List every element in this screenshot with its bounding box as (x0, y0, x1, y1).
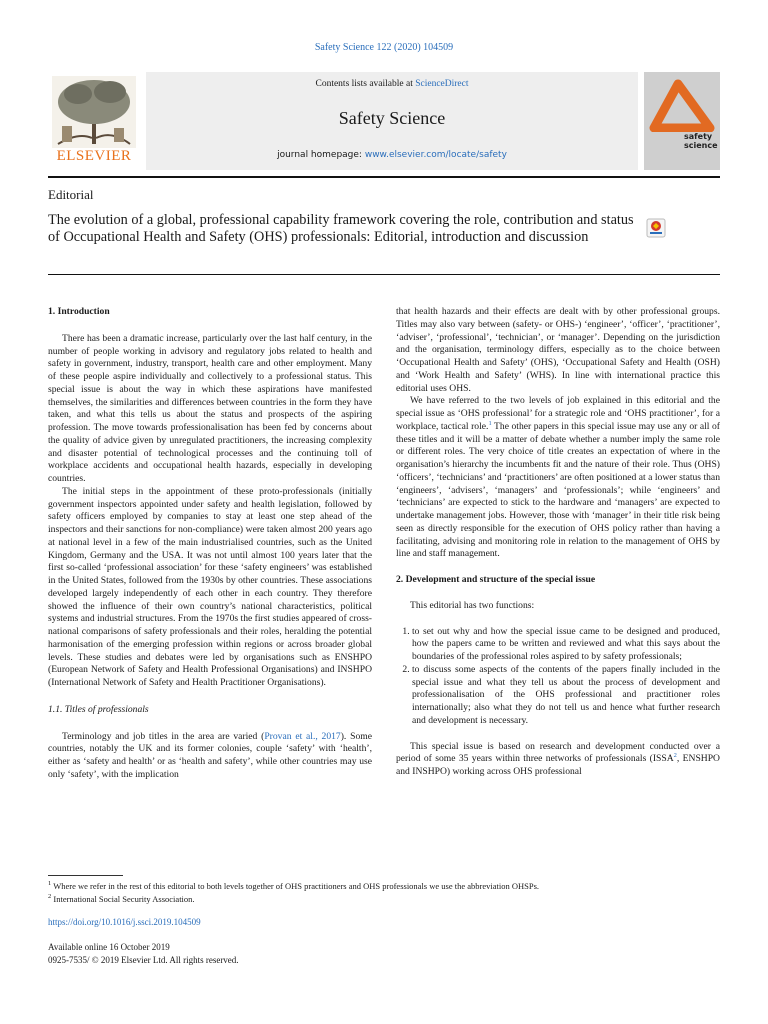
footnote-1-text: Where we refer in the rest of this editorial to both levels together of OHS practitioners and OHS professionals we use the abbreviation OHSPs. (51, 881, 540, 891)
article-title: The evolution of a global, professional capability framework covering the role, contribution and status of Occupational Health and Safety (OHS) professionals: Editorial, introduction and discussion (48, 212, 634, 245)
titles-p1-end: ). Some countries, notably the UK and its former colonies, couple ‘safety’ with ‘health’, either as ‘safety and health’ or as ‘health and safety’, while other countries may use only ‘safety’, with the implication (48, 730, 372, 780)
journal-homepage-line (146, 150, 638, 160)
footnote-2-number: 2 (48, 893, 52, 901)
intro-paragraph-1: There has been a dramatic increase, particularly over the last half century, in the number of people working in advisory and regulatory jobs related to health and safety in government, industry, transport, health care and other employment. Many of these people aspire individually and collectively to a professional status. This special issue is about the way in which these aspirations have manifested themselves, the similarities and differences between countries in the form they have taken, and what this tells us about the status and prospects of the aspiring profession. The move towards professionalisation has been fed by concerns about the quality of advice given by unregulated practitioners, the increasing complexity and disaster potential of technological processes and the continuing toll of workplace accidents and occupational health hazards, especially in developing countries. (48, 332, 372, 484)
left-column (48, 306, 372, 782)
journal-info-box (146, 72, 638, 170)
footnote-2 (48, 894, 720, 904)
elsevier-logo (48, 72, 140, 170)
doi-line (48, 917, 201, 927)
research-p-start: This special issue is based on research and development conducted over a period of some 35 years within three networks of professionals (ISSA (396, 740, 720, 765)
available-online: Available online 16 October 2019 (48, 942, 170, 952)
footnote-1-number: 1 (48, 880, 52, 888)
research-paragraph (396, 741, 720, 779)
crossmark-button[interactable] (646, 218, 666, 238)
header-rule (48, 176, 720, 178)
cover-text-1: safety (684, 132, 713, 141)
title-rule (48, 274, 720, 275)
journal-reference (0, 42, 768, 53)
elsevier-wordmark: ELSEVIER (56, 148, 132, 164)
titles-p3-start: We have referred to the two levels of job explained in this editorial and the special issue as ‘OHS professional’ for a strategic role and ‘OHS practitioner’, for a workplace, tactical role. (396, 395, 720, 432)
titles-p3-end: The other papers in this special issue may use any or all of these titles and it will be a matter of debate whether a number imply the same role or different roles. The very choice of title creates an expectation of where in the organisation’s hierarchy the incumbents fit and the nature of their role. Thus (OHS) ‘officers’, ‘technicians’ and ‘practitioners’ are often positioned at a lower status than ‘engineers’, ‘advisers’, ‘managers’ and ‘professionals’; while ‘engineers’ and ‘technicians’ are expected to stick to the hardware and ‘managers’ are expected to undertake management jobs. However, those with ‘manager’ in their title risk being seen as directly responsible for the execution of OHS policy rather than having a facilitating, advising and monitoring role in relation to the management of OHS by line and staff management. (396, 420, 720, 560)
crossmark-icon (646, 218, 666, 238)
article-type: Editorial (48, 187, 94, 202)
footnote-2-ref[interactable]: 2 (673, 752, 677, 760)
functions-intro: This editorial has two functions: (410, 599, 535, 611)
publication-info (48, 941, 239, 967)
copyright: 0925-7535/ © 2019 Elsevier Ltd. All rights reserved. (48, 955, 239, 965)
cover-graphic-icon (644, 72, 720, 170)
function-item-2: 2. to discuss some aspects of the contents of the papers finally included in the special issue and what they tell us about the process of development and professionalisation of the OHS professional and practitioner roles internationally; also what they do not tell us and hence what further research and development is necessary. (412, 664, 720, 728)
section-1-1-heading: 1.1. Titles of professionals (48, 703, 149, 715)
footnote-2-text: International Social Security Association. (51, 894, 195, 904)
footnote-1 (48, 881, 720, 891)
titles-paragraph-2: that health hazards and their effects are dealt with by other professional groups. Titles may also vary between (safety- or OHS-) ‘engineer’, ‘officer’, ‘practitioner’, ‘adviser’, ‘professional’, ‘technician’, or ‘manager’. Depending on the jurisdiction and the organisation, terminology differs, especially as to the choice between ‘Occupational Health and Safety’ (OHS), ‘Occupational Safety and Health (OSH) and ‘Work Health and Safety’ (WHS). In line with international practice this editorial uses OHS. (396, 306, 720, 394)
contents-line (146, 79, 638, 89)
journal-header (48, 72, 720, 170)
provan-citation-link[interactable]: Provan et al., 2017 (264, 730, 341, 742)
sciencedirect-link[interactable]: ScienceDirect (415, 79, 469, 89)
section-1-heading: 1. Introduction (48, 306, 110, 317)
titles-p1-start: Terminology and job titles in the area are varied ( (62, 730, 265, 742)
footnote-rule (48, 875, 123, 876)
right-column (396, 306, 720, 779)
footnote-1-ref[interactable]: 1 (488, 419, 492, 427)
titles-paragraph-3 (396, 395, 720, 561)
cover-text-2: science (684, 141, 718, 150)
journal-title: Safety Science (338, 108, 446, 128)
journal-cover-thumbnail (644, 72, 720, 170)
homepage-prefix: journal homepage: (277, 150, 365, 160)
section-2-heading: 2. Development and structure of the special issue (396, 574, 596, 585)
titles-paragraph-1 (48, 731, 372, 782)
doi-link[interactable]: https://doi.org/10.1016/j.ssci.2019.104509 (48, 917, 201, 927)
function-item-1: 1. to set out why and how the special issue came to be designed and produced, how the papers came to be written and reviewed and what this says about the boundaries of the professional roles aspired to by safety professionals; (412, 626, 720, 664)
journal-reference-link[interactable]: Safety Science 122 (2020) 104509 (314, 42, 454, 53)
research-p-end: , ENSHPO and INSHPO) working across OHS professional (396, 753, 720, 777)
intro-paragraph-2: The initial steps in the appointment of these proto-professionals (initially government inspectors appointed under safety and health legislation, followed by safety officers employed by companies to stay at least one step ahead of the inspectors and their sanctions for non-compliance) were taken almost 200 years ago at national level in a few of the main industrialised countries, such as the United Kingdom, Germany and the USA. It was not until almost 100 years later that the first so-called ‘professional association’ for these ‘safety engineers’ was established in the United States, followed from the 1930s by other countries. These associations developed largely independently of each other in each country. They therefore showed the influence of their own country’s national characteristics, political systems and industrial structures. From the 1970s the first studies appeared of cross-national comparisons of safety professionals and their roles, heralding the potential harmonisation of the emerging profession within regions or across broader global levels. These studies and debates were led by organisations such as ENSHPO (European Network of Safety and Health Professional Organisations) and INSHPO (International Network of Safety and Health Practitioner Organisations). (48, 485, 372, 688)
contents-prefix: Contents lists available at (315, 79, 416, 89)
functions-list (396, 626, 720, 728)
homepage-link[interactable]: www.elsevier.com/locate/safety (364, 150, 507, 160)
